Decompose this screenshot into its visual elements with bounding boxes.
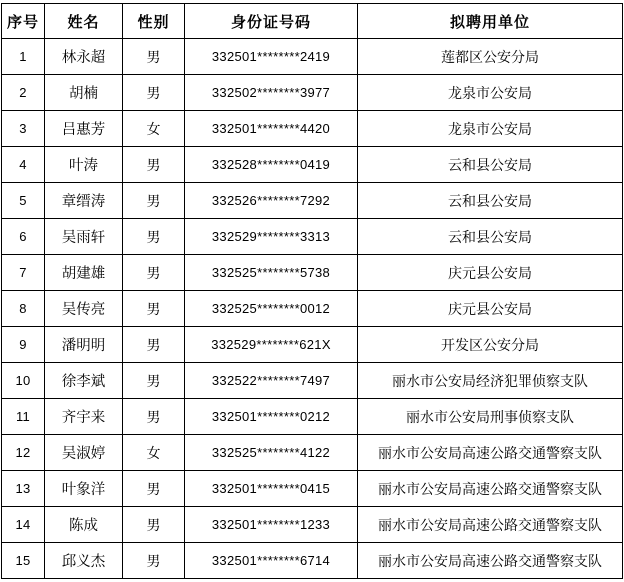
cell-gender: 女 — [123, 435, 185, 471]
cell-gender: 男 — [123, 291, 185, 327]
cell-unit: 开发区公安分局 — [358, 327, 623, 363]
cell-name: 徐李斌 — [45, 363, 123, 399]
cell-unit: 丽水市公安局经济犯罪侦察支队 — [358, 363, 623, 399]
cell-unit: 丽水市公安局刑事侦察支队 — [358, 399, 623, 435]
cell-gender: 男 — [123, 471, 185, 507]
cell-name: 胡楠 — [45, 75, 123, 111]
recruitment-table — [1, 3, 623, 579]
cell-seq: 14 — [2, 507, 45, 543]
cell-seq: 9 — [2, 327, 45, 363]
cell-id-number: 332502********3977 — [185, 75, 358, 111]
cell-name: 章缙涛 — [45, 183, 123, 219]
cell-name: 吴淑婷 — [45, 435, 123, 471]
cell-gender: 男 — [123, 363, 185, 399]
header-unit: 拟聘用单位 — [358, 4, 623, 39]
header-seq: 序号 — [2, 4, 45, 39]
table-row — [2, 39, 623, 75]
cell-seq: 13 — [2, 471, 45, 507]
cell-gender: 男 — [123, 39, 185, 75]
table-row — [2, 363, 623, 399]
table-row — [2, 435, 623, 471]
table-row — [2, 399, 623, 435]
cell-name: 邱义杰 — [45, 543, 123, 579]
cell-unit: 丽水市公安局高速公路交通警察支队 — [358, 435, 623, 471]
cell-unit: 龙泉市公安局 — [358, 75, 623, 111]
cell-gender: 男 — [123, 399, 185, 435]
cell-name: 叶象洋 — [45, 471, 123, 507]
cell-id-number: 332526********7292 — [185, 183, 358, 219]
cell-name: 陈成 — [45, 507, 123, 543]
cell-id-number: 332501********1233 — [185, 507, 358, 543]
header-row — [2, 4, 623, 39]
cell-id-number: 332501********6714 — [185, 543, 358, 579]
cell-unit: 丽水市公安局高速公路交通警察支队 — [358, 471, 623, 507]
cell-seq: 4 — [2, 147, 45, 183]
cell-seq: 10 — [2, 363, 45, 399]
cell-name: 齐宇来 — [45, 399, 123, 435]
cell-unit: 丽水市公安局高速公路交通警察支队 — [358, 543, 623, 579]
cell-unit: 莲都区公安分局 — [358, 39, 623, 75]
cell-name: 吴雨轩 — [45, 219, 123, 255]
cell-gender: 男 — [123, 255, 185, 291]
cell-gender: 男 — [123, 147, 185, 183]
cell-name: 叶涛 — [45, 147, 123, 183]
cell-unit: 云和县公安局 — [358, 219, 623, 255]
header-id-number: 身份证号码 — [185, 4, 358, 39]
table-row — [2, 255, 623, 291]
cell-id-number: 332501********2419 — [185, 39, 358, 75]
cell-unit: 庆元县公安局 — [358, 291, 623, 327]
cell-seq: 12 — [2, 435, 45, 471]
cell-id-number: 332528********0419 — [185, 147, 358, 183]
cell-id-number: 332501********0212 — [185, 399, 358, 435]
cell-id-number: 332529********3313 — [185, 219, 358, 255]
table-body — [2, 39, 623, 579]
cell-unit: 龙泉市公安局 — [358, 111, 623, 147]
cell-seq: 3 — [2, 111, 45, 147]
cell-seq: 11 — [2, 399, 45, 435]
cell-name: 吕惠芳 — [45, 111, 123, 147]
cell-unit: 云和县公安局 — [358, 147, 623, 183]
cell-seq: 2 — [2, 75, 45, 111]
table-row — [2, 543, 623, 579]
header-name: 姓名 — [45, 4, 123, 39]
cell-unit: 丽水市公安局高速公路交通警察支队 — [358, 507, 623, 543]
cell-gender: 男 — [123, 327, 185, 363]
table-row — [2, 507, 623, 543]
table-row — [2, 219, 623, 255]
cell-unit: 庆元县公安局 — [358, 255, 623, 291]
cell-seq: 7 — [2, 255, 45, 291]
cell-id-number: 332525********0012 — [185, 291, 358, 327]
cell-id-number: 332522********7497 — [185, 363, 358, 399]
cell-seq: 1 — [2, 39, 45, 75]
cell-gender: 男 — [123, 507, 185, 543]
cell-gender: 男 — [123, 183, 185, 219]
cell-id-number: 332501********4420 — [185, 111, 358, 147]
cell-seq: 5 — [2, 183, 45, 219]
cell-gender: 男 — [123, 75, 185, 111]
table-row — [2, 111, 623, 147]
cell-gender: 女 — [123, 111, 185, 147]
cell-seq: 15 — [2, 543, 45, 579]
cell-seq: 6 — [2, 219, 45, 255]
cell-unit: 云和县公安局 — [358, 183, 623, 219]
cell-name: 潘明明 — [45, 327, 123, 363]
table-row — [2, 183, 623, 219]
table-row — [2, 75, 623, 111]
table-row — [2, 291, 623, 327]
table-row — [2, 471, 623, 507]
header-gender: 性别 — [123, 4, 185, 39]
table-row — [2, 327, 623, 363]
cell-name: 林永超 — [45, 39, 123, 75]
cell-id-number: 332525********5738 — [185, 255, 358, 291]
cell-gender: 男 — [123, 543, 185, 579]
cell-id-number: 332525********4122 — [185, 435, 358, 471]
cell-id-number: 332501********0415 — [185, 471, 358, 507]
cell-seq: 8 — [2, 291, 45, 327]
cell-id-number: 332529********621X — [185, 327, 358, 363]
cell-name: 吴传亮 — [45, 291, 123, 327]
cell-name: 胡建雄 — [45, 255, 123, 291]
table-row — [2, 147, 623, 183]
cell-gender: 男 — [123, 219, 185, 255]
